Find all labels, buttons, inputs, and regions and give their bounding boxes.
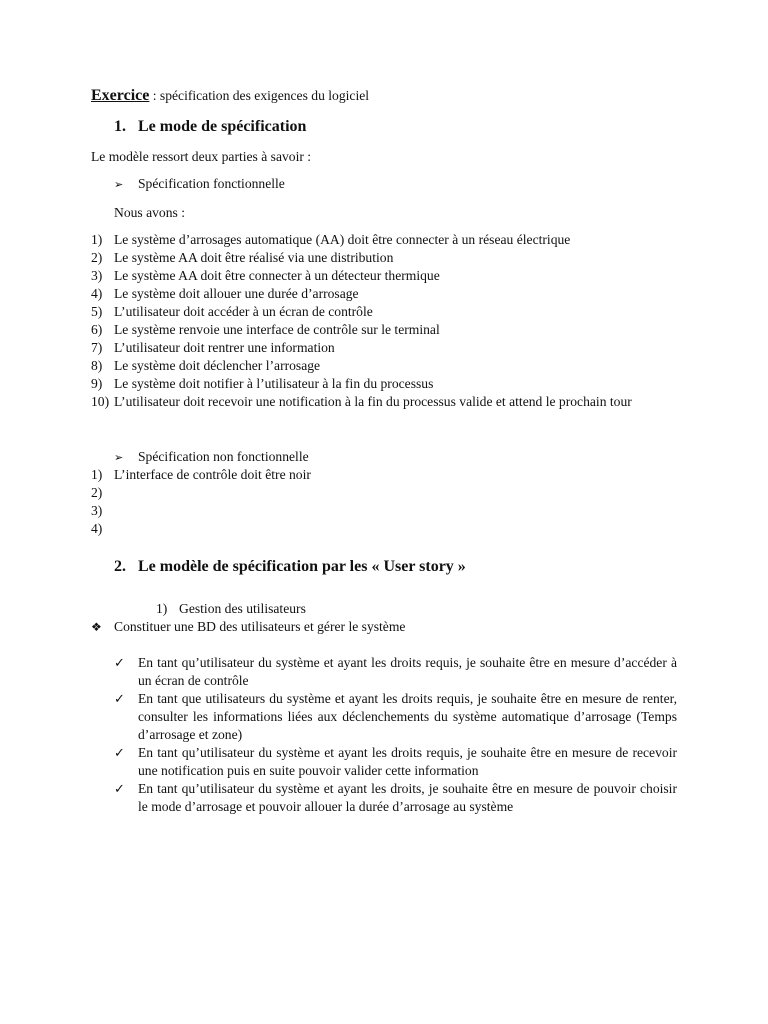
diamond-bullet-icon: ❖ bbox=[91, 620, 102, 634]
check-icon: ✓ bbox=[114, 655, 125, 670]
list-item: 5) L’utilisateur doit accéder à un écran de contrôle bbox=[91, 304, 373, 319]
list-item: ✓ En tant qu’utilisateur du système et ayant les droits requis, je souhaite être en mesure d’accéder à un écran de contrôle bbox=[114, 655, 677, 688]
list-item: 9) Le système doit notifier à l’utilisateur à la fin du processus bbox=[91, 376, 434, 391]
non-functional-requirements-list bbox=[91, 466, 677, 538]
list-item: ✓ En tant qu’utilisateur du système et ayant les droits requis, je souhaite être en mesure de recevoir une notification puis en suite pouvoir valider cette information bbox=[114, 745, 677, 778]
list-item: 3) bbox=[91, 503, 103, 518]
list-item: 2) Le système AA doit être réalisé via une distribution bbox=[91, 250, 394, 265]
subsection-title: 1) Gestion des utilisateurs bbox=[156, 601, 306, 616]
section-2-title: 2. Le modèle de spécification par les « User story » bbox=[114, 558, 466, 575]
list-item: 1) Le système d’arrosages automatique (AA) doit être connecter à un réseau électrique bbox=[91, 232, 571, 247]
check-icon: ✓ bbox=[114, 745, 125, 760]
list-item: 2) bbox=[91, 485, 103, 500]
user-stories-list bbox=[114, 654, 677, 816]
list-item: 6) Le système renvoie une interface de contrôle sur le terminal bbox=[91, 322, 440, 337]
check-icon: ✓ bbox=[114, 691, 125, 706]
list-item: 4) Le système doit allouer une durée d’arrosage bbox=[91, 286, 359, 301]
list-item: 8) Le système doit déclencher l’arrosage bbox=[91, 358, 321, 373]
list-item: 4) bbox=[91, 521, 103, 536]
functional-requirements-list bbox=[91, 231, 677, 411]
non-functional-spec-label: ➢ Spécification non fonctionnelle bbox=[114, 448, 309, 467]
list-item: ✓ En tant qu’utilisateur du système et ayant les droits, je souhaite être en mesure de pouvoir choisir le mode d’arrosage et pouvoir allouer la durée d’arrosage au système bbox=[114, 781, 677, 814]
functional-lead: Nous avons : bbox=[114, 205, 185, 220]
functional-spec-label: ➢ Spécification fonctionnelle bbox=[114, 175, 285, 194]
list-item: 7) L’utilisateur doit rentrer une information bbox=[91, 340, 335, 355]
exercise-heading bbox=[91, 86, 369, 106]
section-1-title: 1. Le mode de spécification bbox=[114, 118, 307, 135]
list-item: 10) L’utilisateur doit recevoir une notification à la fin du processus valide et attend le prochain tour bbox=[91, 394, 632, 409]
user-story-goal: ❖ Constituer une BD des utilisateurs et gérer le système bbox=[91, 619, 406, 634]
list-item: 3) Le système AA doit être connecter à un détecteur thermique bbox=[91, 268, 440, 283]
arrow-bullet-icon: ➢ bbox=[114, 452, 124, 464]
section-1-intro: Le modèle ressort deux parties à savoir : bbox=[91, 149, 312, 164]
arrow-bullet-icon: ➢ bbox=[114, 179, 124, 191]
list-item: ✓ En tant que utilisateurs du système et ayant les droits requis, je souhaite être en mesure de renter, consulter les informations liées aux déclenchements du système automatique d’arrosage (Temps d’arrosage et zone) bbox=[114, 691, 677, 742]
check-icon: ✓ bbox=[114, 781, 125, 796]
exercise-subtitle: : spécification des exigences du logiciel bbox=[149, 88, 370, 103]
exercise-word: Exercice bbox=[91, 87, 150, 104]
list-item: 1) L’interface de contrôle doit être noir bbox=[91, 467, 311, 482]
